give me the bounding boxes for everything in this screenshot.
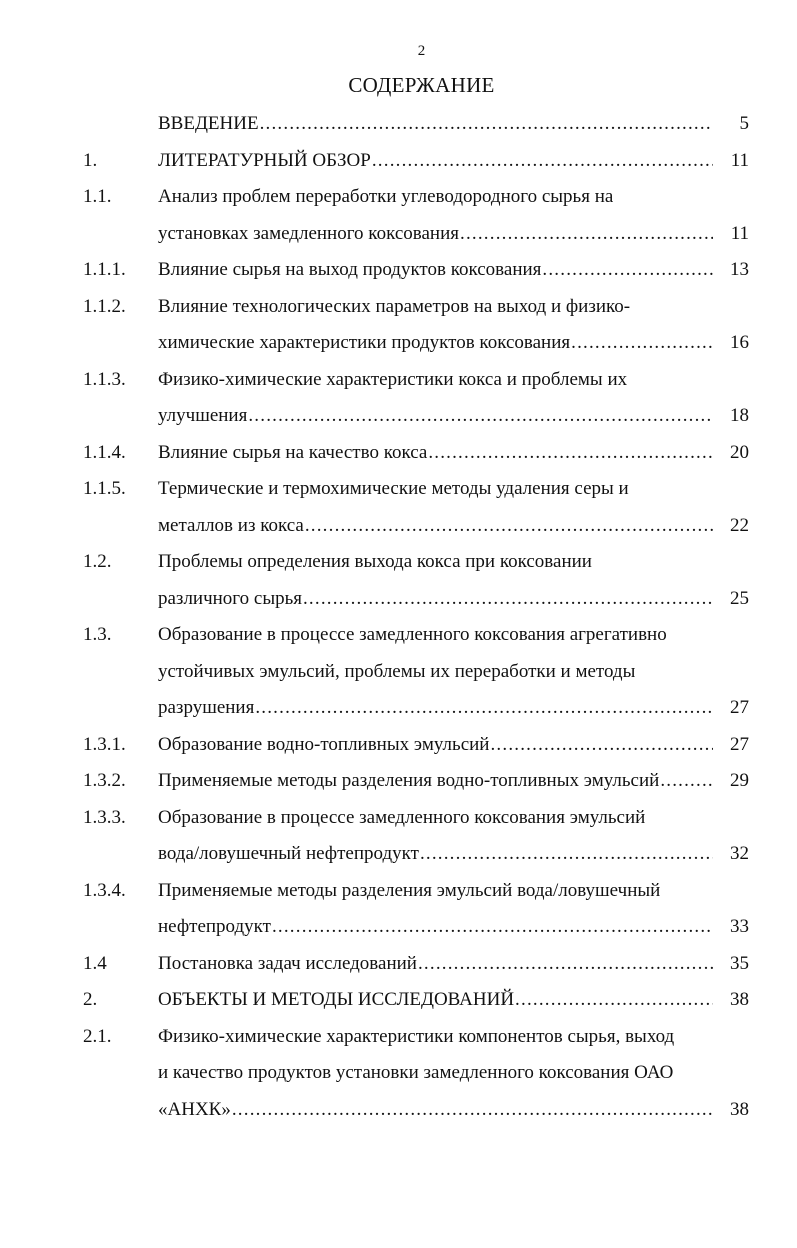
toc-page-number: 33	[730, 916, 749, 937]
toc-page-number: 5	[739, 113, 749, 134]
toc-entry-title: разрушения .....	[158, 694, 713, 722]
toc-entry-title: Применяемые методы разделения эмульсий вода/ловушечный	[158, 880, 661, 901]
toc-entry-title: ОБЪЕКТЫ И МЕТОДЫ ИССЛЕДОВАНИЙ .....	[158, 986, 713, 1014]
toc-line	[0, 621, 797, 649]
toc-entry-number: 1.3.4.	[83, 880, 126, 901]
toc-line	[0, 147, 797, 175]
toc-entry-title: Физико-химические характеристики компонентов сырья, выход	[158, 1026, 675, 1047]
toc-line	[0, 986, 797, 1014]
toc-entry-title: химические характеристики продуктов коксования .....	[158, 329, 713, 357]
toc-entry-number: 1.	[83, 150, 98, 171]
dot-leader	[255, 694, 713, 722]
toc-page-number: 18	[730, 405, 749, 426]
toc-entry-number: 1.1.1.	[83, 259, 126, 280]
toc-entry-title: ЛИТЕРАТУРНЫЙ ОБЗОР .....	[158, 147, 713, 175]
toc-line	[0, 1059, 797, 1087]
toc-line	[0, 913, 797, 941]
toc-entry-title: Постановка задач исследований .....	[158, 950, 713, 978]
dot-leader	[418, 950, 713, 978]
toc-entry-title: Термические и термохимические методы удаления серы и	[158, 478, 629, 499]
toc-line	[0, 110, 797, 138]
toc-page-number: 35	[730, 953, 749, 974]
toc-page-number: 22	[730, 515, 749, 536]
toc-entry-title: устойчивых эмульсий, проблемы их переработки и методы	[158, 661, 636, 682]
dot-leader	[542, 256, 713, 284]
toc-entry-title: вода/ловушечный нефтепродукт .....	[158, 840, 713, 868]
toc-line	[0, 183, 797, 211]
toc-entry-number: 1.3.2.	[83, 770, 126, 791]
toc-entry-title: Влияние сырья на качество кокса .....	[158, 439, 713, 467]
toc-line	[0, 767, 797, 795]
toc-entry-number: 1.1.3.	[83, 369, 126, 390]
dot-leader	[571, 329, 713, 357]
toc-entry-number: 1.3.	[83, 624, 112, 645]
toc-line	[0, 256, 797, 284]
toc-page-number: 11	[730, 150, 749, 171]
toc-line	[0, 585, 797, 613]
toc-line	[0, 840, 797, 868]
dot-leader	[428, 439, 713, 467]
toc-line	[0, 329, 797, 357]
toc-entry-title: Влияние технологических параметров на выход и физико-	[158, 296, 631, 317]
toc-entry-number: 1.1.4.	[83, 442, 126, 463]
toc-line	[0, 548, 797, 576]
toc-line	[0, 1023, 797, 1051]
toc-entry-title: и качество продуктов установки замедленного коксования ОАО	[158, 1062, 674, 1083]
toc-entry-title: металлов из кокса .....	[158, 512, 713, 540]
dot-leader	[305, 512, 713, 540]
toc-page-number: 16	[730, 332, 749, 353]
toc-line	[0, 439, 797, 467]
toc-page-number: 20	[730, 442, 749, 463]
toc-entry-title: улучшения .....	[158, 402, 713, 430]
dot-leader	[260, 110, 713, 138]
toc-page-number: 32	[730, 843, 749, 864]
toc-entry-number: 1.4	[83, 953, 107, 974]
toc-line	[0, 877, 797, 905]
toc-entry-title: различного сырья .....	[158, 585, 713, 613]
toc-page-number: 38	[730, 1099, 749, 1120]
toc-page-number: 29	[730, 770, 749, 791]
dot-leader	[232, 1096, 713, 1124]
toc-line	[0, 694, 797, 722]
toc-page-number: 27	[730, 697, 749, 718]
toc-line	[0, 804, 797, 832]
toc-line	[0, 950, 797, 978]
toc-entry-number: 1.1.2.	[83, 296, 126, 317]
dot-leader	[660, 767, 713, 795]
dot-leader	[272, 913, 713, 941]
toc-line	[0, 366, 797, 394]
toc-entry-number: 2.1.	[83, 1026, 112, 1047]
dot-leader	[460, 220, 713, 248]
toc-entry-number: 1.2.	[83, 551, 112, 572]
toc-entry-number: 1.3.3.	[83, 807, 126, 828]
toc-page-number: 13	[730, 259, 749, 280]
dot-leader	[420, 840, 713, 868]
toc-entry-number: 2.	[83, 989, 98, 1010]
dot-leader	[248, 402, 713, 430]
toc-entry-title: Образование водно-топливных эмульсий .....	[158, 731, 713, 759]
toc-entry-title: Анализ проблем переработки углеводородного сырья на	[158, 186, 614, 207]
toc-entry-title: установках замедленного коксования .....	[158, 220, 713, 248]
dot-leader	[303, 585, 713, 613]
toc-line	[0, 293, 797, 321]
toc-entry-title: Образование в процессе замедленного коксования агрегативно	[158, 624, 667, 645]
toc-entry-title: ВВЕДЕНИЕ .....	[158, 110, 713, 138]
toc-line	[0, 220, 797, 248]
dot-leader	[372, 147, 713, 175]
toc-entry-title: Применяемые методы разделения водно-топливных эмульсий .....	[158, 767, 713, 795]
toc-page-number: 11	[730, 223, 749, 244]
toc-line	[0, 475, 797, 503]
page-number: 2	[417, 43, 426, 59]
toc-entry-title: «АНХК» .....	[158, 1096, 713, 1124]
toc-line	[0, 512, 797, 540]
toc-page-number: 25	[730, 588, 749, 609]
toc-line	[0, 731, 797, 759]
toc-entry-title: Физико-химические характеристики кокса и проблемы их	[158, 369, 628, 390]
toc-entry-number: 1.3.1.	[83, 734, 126, 755]
toc-entry-number: 1.1.5.	[83, 478, 126, 499]
toc-line	[0, 1096, 797, 1124]
toc-entry-number: 1.1.	[83, 186, 112, 207]
toc-entry-title: Влияние сырья на выход продуктов коксования .....	[158, 256, 713, 284]
toc-page-number: 27	[730, 734, 749, 755]
dot-leader	[515, 986, 713, 1014]
dot-leader	[490, 731, 713, 759]
toc-entry-title: Образование в процессе замедленного коксования эмульсий	[158, 807, 646, 828]
page-title: СОДЕРЖАНИЕ	[348, 73, 495, 97]
toc-line	[0, 402, 797, 430]
toc-page-number: 38	[730, 989, 749, 1010]
toc-line	[0, 658, 797, 686]
toc-entry-title: нефтепродукт .....	[158, 913, 713, 941]
toc-entry-title: Проблемы определения выхода кокса при коксовании	[158, 551, 592, 572]
